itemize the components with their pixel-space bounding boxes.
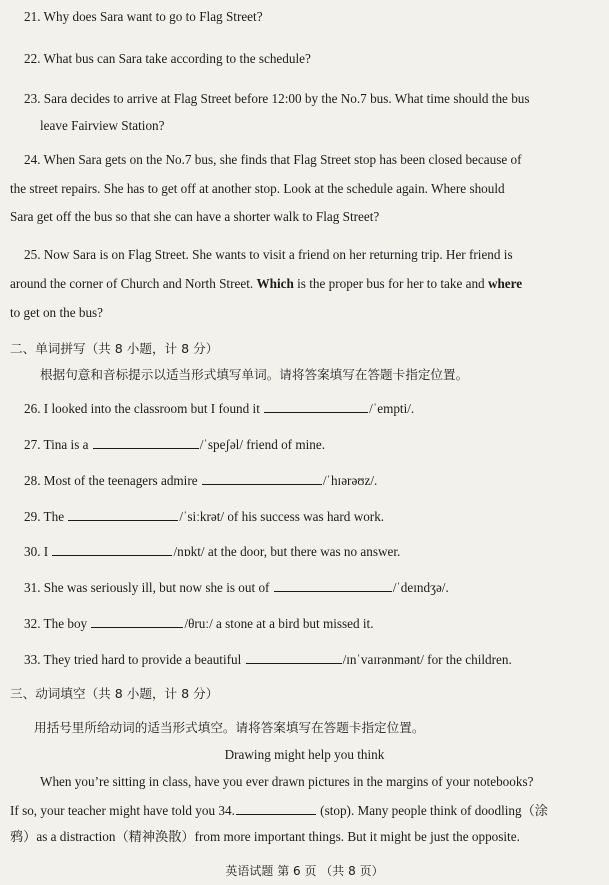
question-number: 32. (24, 616, 41, 631)
answer-blank[interactable] (202, 471, 322, 485)
question-number: 24. (24, 152, 41, 167)
question-24-cont1: the street repairs. She has to get off at another stop. Look at the schedule again. Where should (10, 181, 505, 196)
phonetic-hint: /ˈhɪərəʊz/. (322, 473, 378, 488)
phonetic-hint: /ɪnˈvaɪrənmənt/ for the children. (342, 652, 512, 667)
section-3-instruction: 用括号里所给动词的适当形式填空。请将答案填写在答题卡指定位置。 (34, 720, 425, 735)
question-text: I looked into the classroom but I found it (43, 401, 260, 416)
question-text: She was seriously ill, but now she is out of (43, 580, 270, 595)
question-number: 27. (24, 437, 41, 452)
question-number: 28. (24, 473, 41, 488)
text-segment: (stop). Many people think of doodling（涂 (320, 803, 548, 818)
phonetic-hint: /θruː/ a stone at a bird but missed it. (184, 616, 374, 631)
question-number: 23. (24, 91, 41, 106)
answer-blank[interactable] (93, 435, 199, 449)
question-31 (24, 578, 609, 597)
answer-blank[interactable] (246, 650, 342, 664)
question-25-cont2: to get on the bus? (10, 305, 104, 320)
question-23 (24, 90, 609, 108)
question-number: 25. (24, 247, 41, 262)
question-text: They tried hard to provide a beautiful (43, 652, 242, 667)
passage-title: Drawing might help you think (224, 747, 385, 762)
question-28 (24, 471, 609, 490)
answer-blank[interactable] (274, 578, 392, 592)
question-text: Why does Sara want to go to Flag Street? (43, 9, 263, 24)
bold-word: where (487, 276, 523, 291)
answer-blank[interactable] (236, 801, 316, 815)
question-text: I (43, 544, 49, 559)
question-21 (24, 8, 609, 26)
question-22 (24, 50, 609, 68)
question-23-cont: leave Fairview Station? (40, 118, 165, 133)
question-number: 31. (24, 580, 41, 595)
section-3-heading: 三、动词填空（共 8 小题，计 8 分） (10, 686, 219, 701)
answer-blank[interactable] (91, 614, 183, 628)
bold-word: Which (256, 276, 294, 291)
question-24 (24, 151, 609, 169)
question-25 (24, 246, 609, 264)
question-number: 22. (24, 51, 41, 66)
question-text: The boy (43, 616, 88, 631)
passage-line-2 (10, 801, 609, 820)
section-2-instruction: 根据句意和音标提示以适当形式填写单词。请将答案填写在答题卡指定位置。 (40, 367, 469, 382)
answer-blank[interactable] (68, 507, 178, 521)
text-segment: If so, your teacher might have told you 34. (10, 803, 235, 818)
phonetic-hint: /ˈspeʃəl/ friend of mine. (199, 437, 326, 452)
answer-blank[interactable] (52, 542, 172, 556)
question-32 (24, 614, 609, 633)
phonetic-hint: /ˈempti/. (369, 401, 415, 416)
question-30 (24, 542, 609, 561)
question-number: 29. (24, 509, 41, 524)
question-number: 30. (24, 544, 41, 559)
passage-line-1: When you’re sitting in class, have you ever drawn pictures in the margins of your notebooks? (40, 774, 534, 789)
section-2-heading: 二、单词拼写（共 8 小题，计 8 分） (10, 341, 219, 356)
answer-blank[interactable] (264, 399, 368, 413)
question-text: Sara decides to arrive at Flag Street before 12:00 by the No.7 bus. What time should the bus (43, 91, 530, 106)
question-24-cont2: Sara get off the bus so that she can have a shorter walk to Flag Street? (10, 209, 380, 224)
question-text: When Sara gets on the No.7 bus, she finds that Flag Street stop has been closed because of (43, 152, 522, 167)
question-number: 21. (24, 9, 41, 24)
question-number: 26. (24, 401, 41, 416)
question-text: Tina is a (43, 437, 89, 452)
question-text: The (43, 509, 65, 524)
page-footer: 英语试题 第 6 页 （共 8 页） (225, 864, 384, 878)
question-number: 33. (24, 652, 41, 667)
question-29 (24, 507, 609, 526)
question-25-cont1 (10, 275, 609, 293)
phonetic-hint: /nɒkt/ at the door, but there was no answer. (173, 544, 401, 559)
question-text: What bus can Sara take according to the schedule? (43, 51, 311, 66)
question-33 (24, 650, 609, 669)
phonetic-hint: /ˈsiːkrət/ of his success was hard work. (179, 509, 385, 524)
text-segment: is the proper bus for her to take and (293, 276, 488, 291)
question-text: Now Sara is on Flag Street. She wants to visit a friend on her returning trip. Her friend is (43, 247, 513, 262)
text-segment: around the corner of Church and North Street. (10, 276, 257, 291)
question-26 (24, 399, 609, 418)
phonetic-hint: /ˈdeɪndʒə/. (392, 580, 449, 595)
question-27 (24, 435, 609, 454)
passage-line-3: 鸦）as a distraction（精神涣散）from more important things. But it might be just the opposite. (10, 829, 520, 844)
question-text: Most of the teenagers admire (43, 473, 198, 488)
